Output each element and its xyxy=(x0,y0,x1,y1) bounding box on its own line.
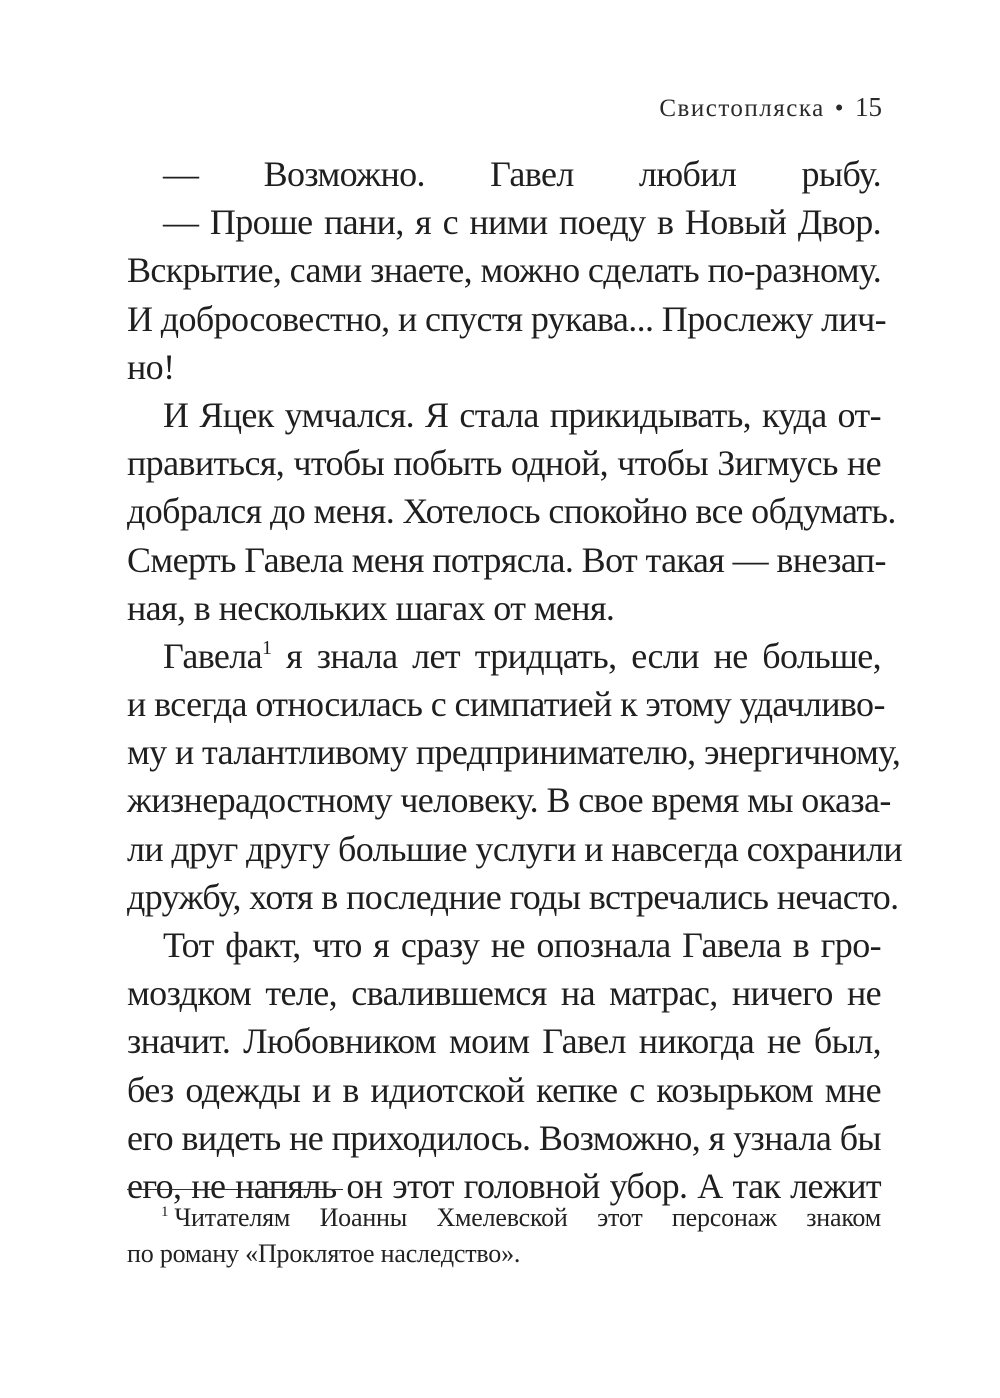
footnote-text-1: Читателям Иоанны Хмелевской этот персонаж знаком xyxy=(174,1203,881,1232)
text-line: — Возможно. Гавел любил рыбу. xyxy=(163,154,881,194)
body-text xyxy=(127,150,902,1210)
text-line: но! xyxy=(127,346,175,387)
text-line: Смерть Гавела меня потрясла. Вот такая — внезап- xyxy=(127,539,886,580)
book-title: Свистопляска xyxy=(659,95,825,122)
text-line: И Яцек умчался. Я стала прикидывать, куда от- xyxy=(163,394,881,435)
footnote-line xyxy=(127,1236,881,1272)
text-line: — Проше пани, я с ними поеду в Новый Двор. xyxy=(163,202,881,243)
text-line: дружбу, хотя в последние годы встречались нечасто. xyxy=(127,876,899,917)
footnote-text-2: по роману «Проклятое наследство». xyxy=(127,1239,521,1268)
header-separator: • xyxy=(834,95,845,122)
text-line: его, не напяль он этот головной убор. А так лежит xyxy=(127,1165,881,1206)
footnote-number: 1 xyxy=(161,1204,169,1220)
text-line-rest: я знала лет тридцать, если не больше, xyxy=(286,635,881,676)
text-line: жизнерадостному человеку. В свое время мы оказа- xyxy=(127,780,891,821)
text-line-with-footnote xyxy=(127,632,881,680)
running-head xyxy=(659,92,882,123)
text-line: ли друг другу большие услуги и навсегда сохранили xyxy=(127,828,902,869)
footnote-divider xyxy=(127,1189,343,1190)
page-number: 15 xyxy=(855,92,882,122)
text-line: му и талантливому предпринимателю, энергичному, xyxy=(127,732,901,773)
text-line: без одежды и в идиотской кепке с козырьком мне xyxy=(127,1069,881,1110)
text-line: значит. Любовником моим Гавел никогда не был, xyxy=(127,1021,881,1062)
text-line: И добросовестно, и спустя рукава... Прослежу лич- xyxy=(127,298,887,339)
text-line: и всегда относилась с симпатией к этому удачливо- xyxy=(127,684,885,725)
footnote xyxy=(127,1200,881,1272)
text-line: Тот факт, что я сразу не опознала Гавела в гро- xyxy=(163,925,881,965)
footnote-marker: 1 xyxy=(262,636,272,659)
text-line: его видеть не приходилось. Возможно, я узнала бы xyxy=(127,1117,881,1158)
footnote-line xyxy=(127,1200,881,1236)
text-line: моздком теле, свалившемся на матрас, ничего не xyxy=(127,973,881,1014)
text-line: добрался до меня. Хотелось спокойно все обдумать. xyxy=(127,491,896,532)
text-line: Вскрытие, сами знаете, можно сделать по-разному. xyxy=(127,250,882,291)
text-line: правиться, чтобы побыть одной, чтобы Зигмусь не xyxy=(127,443,881,484)
footnote-anchor-word: Гавела xyxy=(163,635,263,676)
text-line: ная, в нескольких шагах от меня. xyxy=(127,587,615,628)
